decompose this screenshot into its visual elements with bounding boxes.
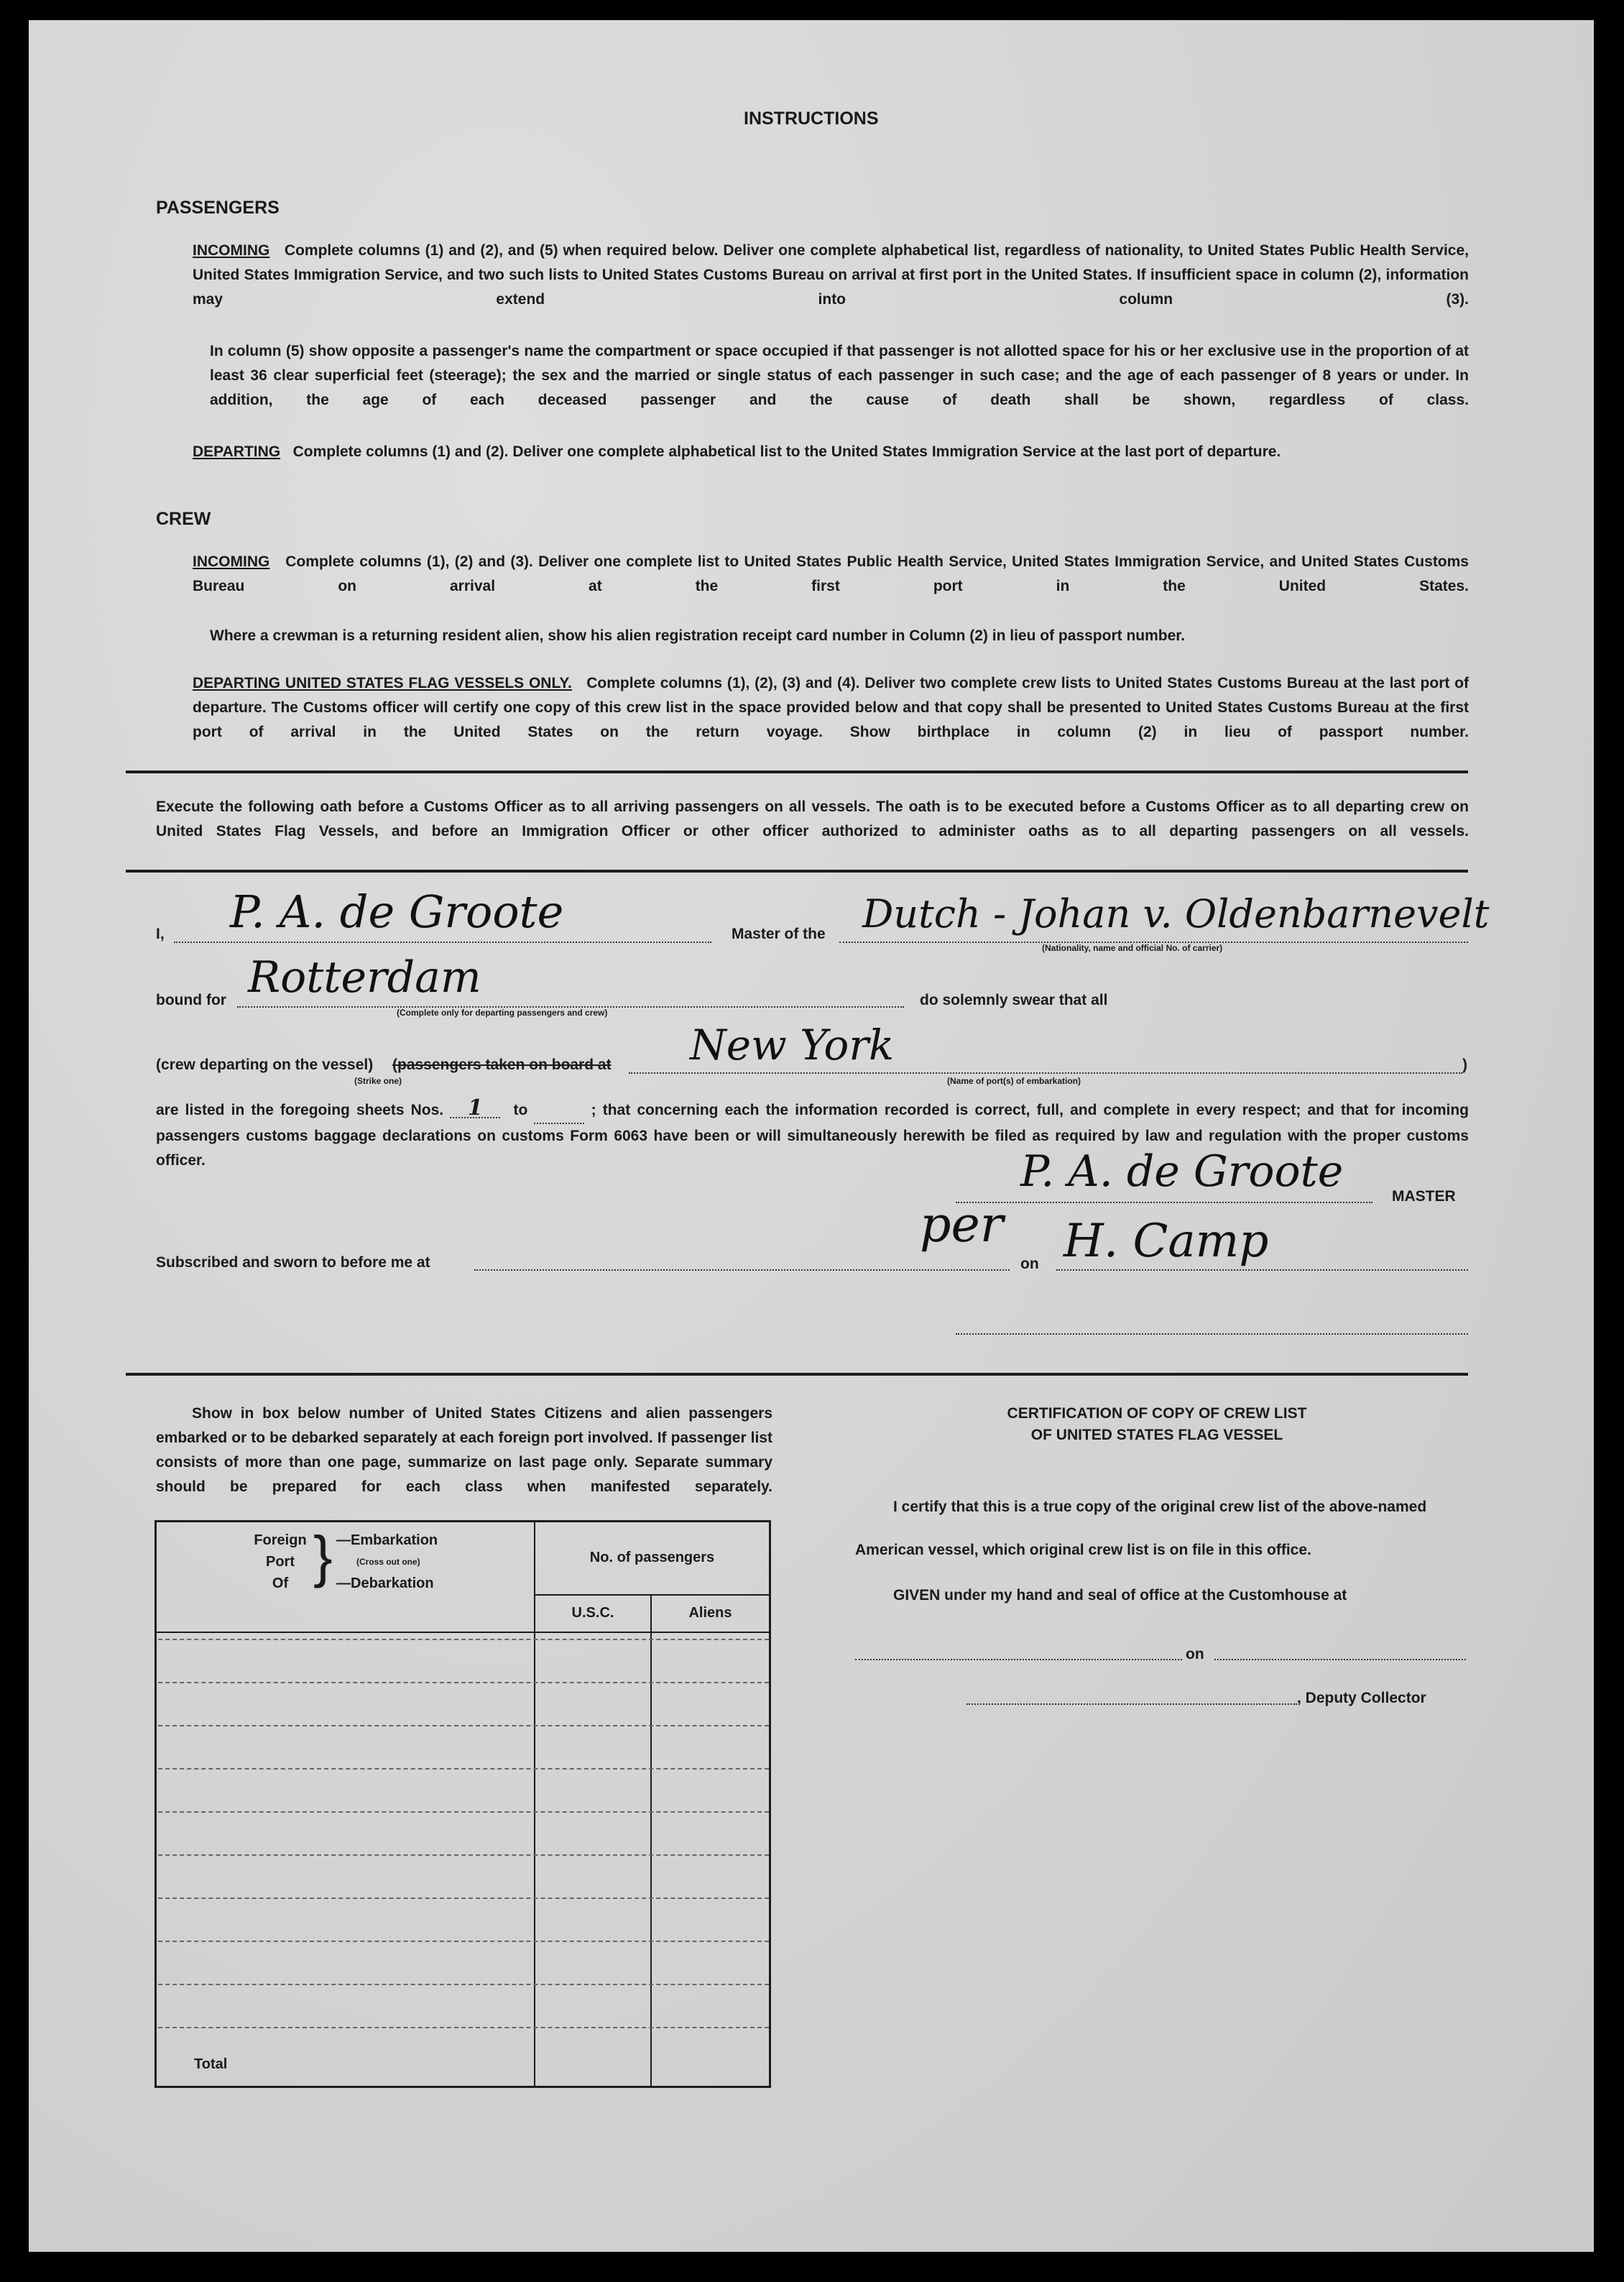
certification-date-line [1214,1659,1466,1660]
table-row [158,1984,769,1985]
table-row [158,1639,769,1640]
master-name-line [174,942,711,943]
vessel-handwriting: Dutch - Johan v. Oldenbarnevelt [862,891,1490,937]
crew-departing-label: (crew departing on the vessel) [156,1057,374,1073]
port-handwriting: New York [690,1021,895,1069]
table-row [158,1811,769,1813]
foreign-label: Foreign [254,1532,307,1548]
deputy-collector-label: , Deputy Collector [1297,1690,1426,1706]
table-row [158,1768,769,1770]
customhouse-place-line [855,1659,1182,1660]
port-caption: (Name of port(s) of embarkation) [947,1076,1081,1086]
subscribed-place-line [474,1269,1010,1271]
section-divider [126,770,1468,773]
table-row [158,1682,769,1683]
section-divider [126,870,1468,873]
crew-incoming-label: INCOMING [193,553,270,570]
certify-line-2: American vessel, which original crew list is on file in this office. [855,1542,1311,1558]
to-label: to [513,1102,528,1118]
port-line [629,1072,1462,1074]
passengers-departing-text: Complete columns (1) and (2). Deliver one complete alphabetical list to the United States Immigration Service at the last port of departure. [292,443,1281,460]
bound-for-label: bound for [156,992,226,1008]
certification-title-1: CERTIFICATION OF COPY OF CREW LIST [1007,1405,1307,1422]
master-signature-line [956,1202,1372,1203]
of-label: Of [272,1575,289,1591]
certification-on-label: on [1186,1646,1204,1662]
passengers-departing-paragraph [193,440,1469,464]
summary-instruction: Show in box below number of United States Citizens and alien passengers embarked or to be debarked separately at each foreign port involved. If passenger list consists of more than one page, summarize on last page only. Separate summary should be prepared for each class when manifested separately. [156,1405,772,1495]
close-paren: ) [1462,1057,1467,1073]
foreign-port-header [156,1522,535,1632]
sheets-label: are listed in the foregoing sheets Nos. [156,1102,444,1118]
port-label: Port [266,1554,295,1570]
certification-title-2: OF UNITED STATES FLAG VESSEL [1030,1427,1283,1443]
passengers-incoming-text: Complete columns (1) and (2), and (5) when required below. Deliver one complete alphabetical list, regardless of nationality, to United States Public Health Service, United States Immigration Service, and two such lists to United States Customs Bureau on arrival at first port in the United States. If insufficient space in column (2), information may extend into column (3). [193,242,1469,308]
passengers-title: PASSENGERS [156,198,280,218]
total-label: Total [194,2056,228,2072]
bound-for-handwriting: Rotterdam [248,952,481,1003]
deputy-signature-line [966,1703,1297,1705]
oath-on-label: on [1020,1256,1039,1272]
usc-column [535,1632,651,2087]
master-of-label: Master of the [732,926,826,942]
aliens-column [651,1632,770,2087]
passengers-incoming-paragraph [193,239,1469,336]
crew-incoming-text: Complete columns (1), (2) and (3). Deliver one complete list to United States Public Health Service, United States Immigration Service, and United States Customs Bureau on arrival at the first port in the United States. [193,553,1469,594]
table-row [158,1897,769,1899]
sheet-to-blank [534,1098,584,1124]
section-divider [126,1373,1468,1376]
master-name-handwriting: P. A. de Groote [230,885,564,938]
instructions-heading: INSTRUCTIONS [744,109,879,129]
subscribed-label: Subscribed and sworn to before me at [156,1254,430,1271]
oath-i-label: I, [156,926,165,942]
oath-instruction: Execute the following oath before a Customs Officer as to all arriving passengers on all vessels. The oath is to be executed before a Customs Officer as to all departing crew on United States Flag Vessels, and before an Immigration Officer or other officer authorized to administer oaths as to all departing passengers on all vessels. [156,799,1469,839]
brace-icon: } [313,1524,333,1588]
per-handwriting: per [920,1197,1004,1253]
embarkation-label: —Embarkation [336,1532,438,1548]
master-signature: P. A. de Groote [1020,1146,1344,1197]
usc-header: U.S.C. [535,1595,651,1632]
passengers-departing-label: DEPARTING [193,443,281,460]
sheet-from-value: 1 [450,1100,500,1118]
passengers-column5-paragraph: In column (5) show opposite a passenger's name the compartment or space occupied if that passenger is not allotted space for his or her exclusive use in the proportion of at least 36 clear superficial feet (steerage); the sex and the married or single status of each passenger in such case; and the age of each passenger of 8 years or under. In addition, the age of each deceased passenger and the cause of death shall be shown, regardless of class. [210,343,1469,408]
struck-passengers-label: (passengers taken on board at [392,1057,612,1073]
crew-departing-paragraph [193,671,1469,769]
cross-out-caption: (Cross out one) [356,1557,420,1567]
strike-caption: (Strike one) [354,1076,402,1086]
crew-title: CREW [156,509,211,529]
master-label: MASTER [1392,1188,1456,1205]
per-signature: H. Camp [1064,1215,1269,1268]
swear-label: do solemnly swear that all [920,992,1108,1008]
aliens-header: Aliens [651,1595,770,1632]
no-of-passengers-header: No. of passengers [535,1522,770,1595]
table-row [158,1725,769,1726]
vessel-caption: (Nationality, name and official No. of carrier) [1042,943,1223,953]
crew-alien-paragraph: Where a crewman is a returning resident alien, show his alien registration receipt card number in Column (2) in lieu of passport number. [210,627,1186,644]
table-row [158,1941,769,1942]
certify-line-1: I certify that this is a true copy of the original crew list of the above-named [893,1499,1427,1515]
officer-signature-line [956,1333,1468,1335]
crew-incoming-paragraph [193,550,1469,623]
crew-departing-label: DEPARTING UNITED STATES FLAG VESSELS ONLY. [193,675,572,691]
passenger-summary-table [154,1520,771,2088]
sheets-rest: ; that concerning each the information recorded is correct, full, and complete in every respect; and that for incoming passengers customs baggage declarations on customs Form 6063 have been or will simultaneously herewith be filed as required by law and regulation with the proper customs officer. [156,1102,1469,1169]
given-line: GIVEN under my hand and seal of office at the Customhouse at [893,1587,1347,1604]
table-row [158,1854,769,1856]
crew-departing-text: Complete columns (1), (2), (3) and (4). Deliver two complete crew lists to United States Customs Bureau at the last port of departure. The Customs officer will certify one copy of this crew list in the space provided below and that copy shall be presented to United States Customs Bureau at the first port of arrival in the United States on the return voyage. Show birthplace in column (2) in lieu of passport number. [193,675,1469,740]
bound-caption: (Complete only for departing passengers and crew) [397,1008,608,1018]
debarkation-label: —Debarkation [336,1575,434,1591]
subscribed-date-line [1056,1269,1468,1271]
passengers-incoming-label: INCOMING [193,242,270,259]
table-row [158,2027,769,2028]
